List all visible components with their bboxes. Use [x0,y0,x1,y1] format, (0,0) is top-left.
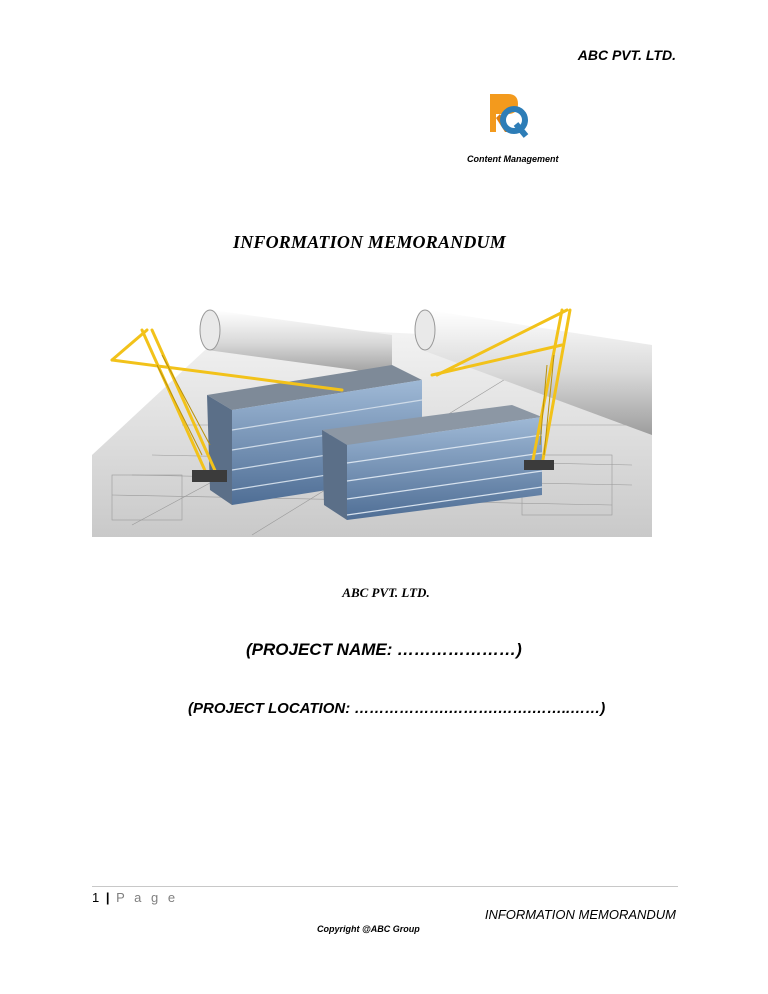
header-company-name: ABC PVT. LTD. [577,47,676,63]
footer-title: INFORMATION MEMORANDUM [484,907,676,922]
page-word: P a g e [116,890,179,905]
logo-caption: Content Management [467,154,559,164]
page-number [92,890,178,905]
page-number-value: 1 [92,890,100,905]
copyright-notice: Copyright @ABC Group [317,924,420,934]
footer-divider [92,886,678,887]
construction-cover-image [92,305,652,537]
document-title: INFORMATION MEMORANDUM [233,232,506,252]
project-name: (PROJECT NAME: …………………) [246,640,522,659]
project-location: (PROJECT LOCATION: ……………….……….…….……..……) [188,700,606,717]
page-number-separator: | [105,890,110,905]
company-name: ABC PVT. LTD. [342,585,430,600]
rq-logo [486,90,530,138]
